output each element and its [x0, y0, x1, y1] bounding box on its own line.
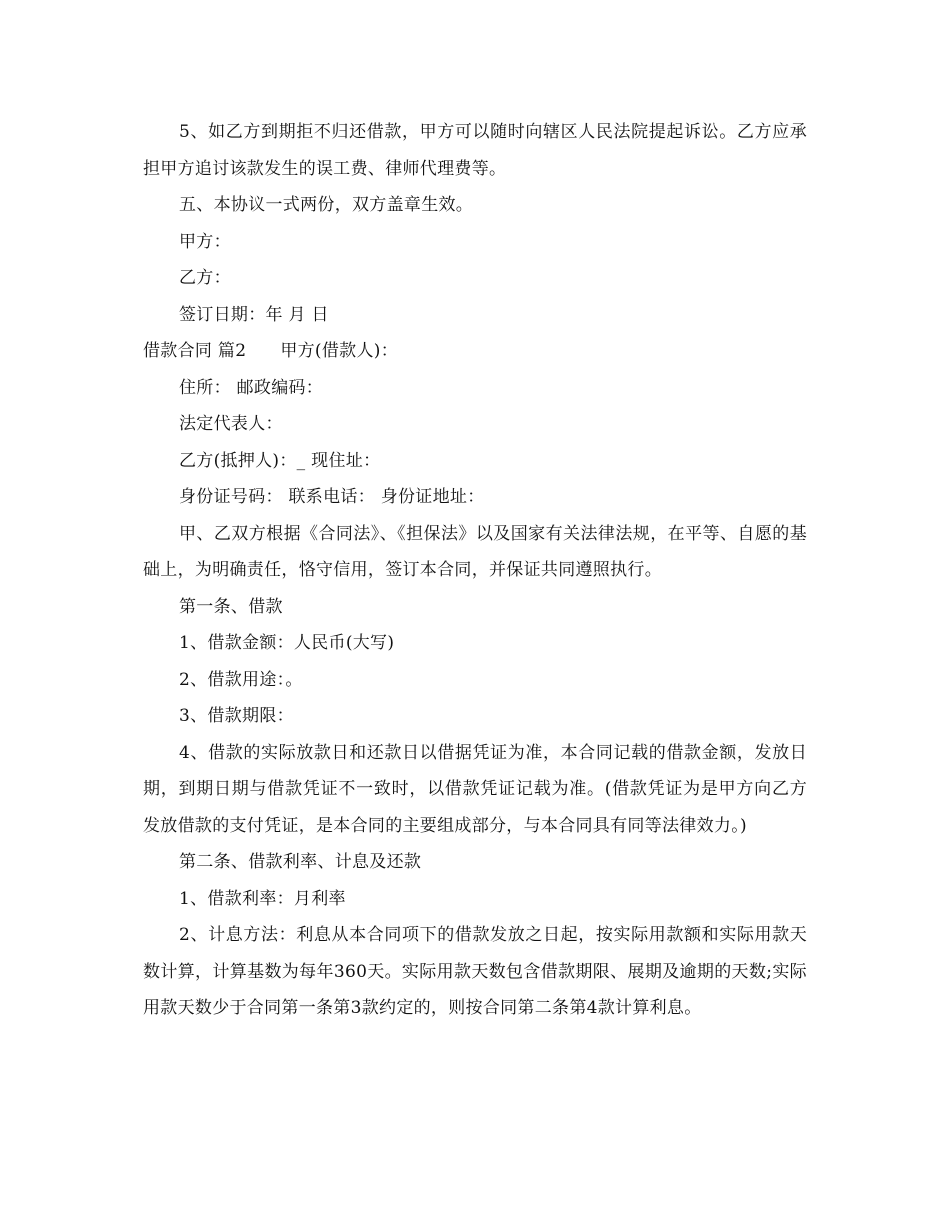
paragraph-interest-method: 2、计息方法：利息从本合同项下的借款发放之日起，按实际用款额和实际用款天数计算，计算基数为每年360天。实际用款天数包含借款期限、展期及逾期的天数;实际用款天数少于合同第一条第3款约定的，则按合同第二条第4款计算利息。	[143, 925, 807, 1018]
party-a-line: 甲方：	[179, 231, 231, 252]
paragraph-litigation: 5、如乙方到期拒不归还借款，甲方可以随时向辖区人民法院提起诉讼。乙方应承担甲方追讨该款发生的误工费、律师代理费等。	[143, 122, 807, 179]
interest-rate-line: 1、借款利率：月利率	[179, 888, 346, 909]
party-b-line: 乙方：	[179, 268, 231, 288]
id-contact-line: 身份证号码： 联系电话： 身份证地址：	[179, 487, 485, 507]
paragraph-copies: 五、本协议一式两份，双方盖章生效。	[179, 195, 474, 215]
section-heading-line	[143, 333, 807, 370]
section-party-a: 甲方(借款人)：	[280, 341, 398, 361]
article-one-heading: 第一条、借款	[179, 596, 283, 617]
address-line: 住所： 邮政编码：	[179, 377, 324, 398]
loan-purpose-line: 2、借款用途：。	[179, 669, 303, 690]
section-title: 借款合同 篇2	[143, 341, 247, 361]
paragraph-loan-voucher: 4、借款的实际放款日和还款日以借据凭证为准，本合同记载的借款金额，发放日期，到期日期与借款凭证不一致时，以借款凭证记载为准。(借款凭证为是甲方向乙方发放借款的支付凭证，是本合同的主要组成部分，与本合同具有同等法律效力。)	[143, 742, 807, 836]
signing-date-line: 签订日期：年 月 日	[179, 304, 329, 325]
party-b-mortgagor-line: 乙方(抵押人)：_ 现住址：	[179, 450, 381, 471]
loan-term-line: 3、借款期限：	[179, 706, 294, 726]
paragraph-agreement-basis: 甲、乙双方根据《合同法》、《担保法》以及国家有关法律法规，在平等、自愿的基础上，为明确责任，恪守信用，签订本合同，并保证共同遵照执行。	[143, 523, 807, 580]
article-two-heading: 第二条、借款利率、计息及还款	[179, 852, 422, 872]
document-body	[143, 114, 807, 1027]
loan-amount-line: 1、借款金额：人民币(大写)	[179, 633, 395, 653]
legal-representative-line: 法定代表人：	[179, 414, 283, 434]
